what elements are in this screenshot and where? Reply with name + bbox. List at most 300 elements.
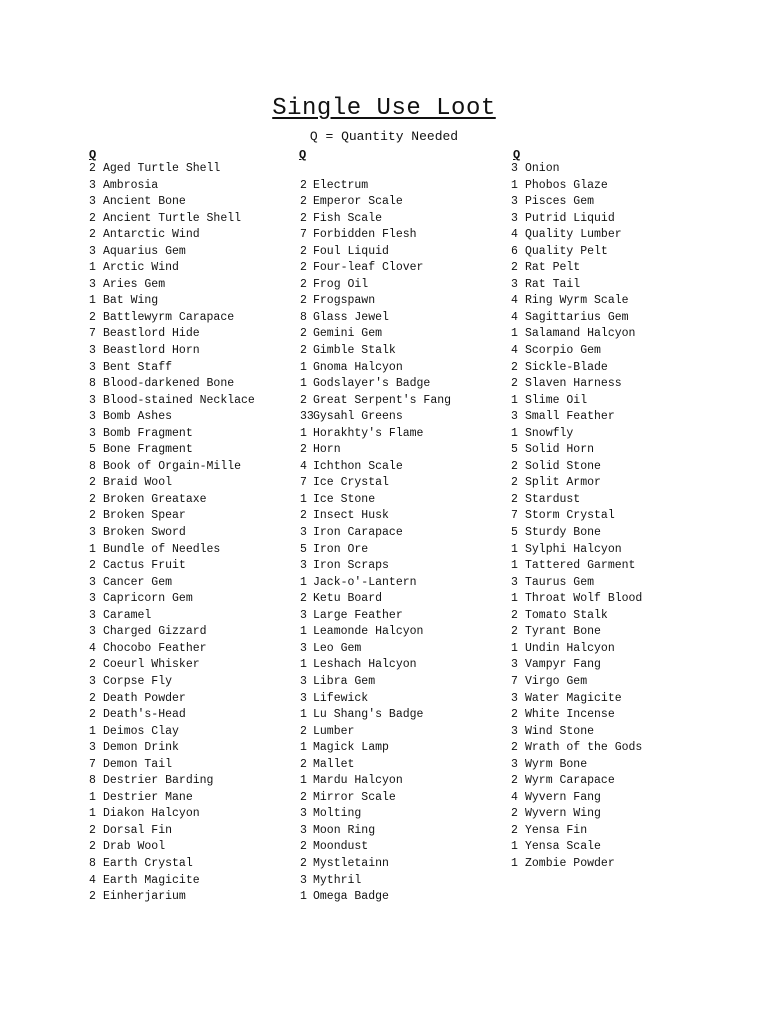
- loot-quantity: 1: [511, 592, 518, 606]
- loot-quantity: 1: [511, 542, 518, 556]
- loot-quantity: 2: [511, 708, 518, 722]
- loot-name: Slime Oil: [525, 393, 588, 407]
- loot-name: Snowfly: [525, 426, 574, 440]
- loot-quantity: 8: [89, 774, 96, 788]
- loot-item: [511, 260, 642, 277]
- loot-item: [89, 426, 255, 443]
- loot-quantity: 3: [300, 608, 307, 622]
- loot-quantity: 2: [89, 228, 96, 242]
- loot-name: Ketu Board: [313, 592, 383, 606]
- loot-item: [89, 442, 255, 459]
- loot-item: [511, 360, 642, 377]
- loot-quantity: 3: [89, 344, 96, 358]
- loot-item: [300, 740, 451, 757]
- loot-item: [89, 790, 255, 807]
- loot-item: [89, 376, 255, 393]
- loot-name: Ring Wyrm Scale: [525, 294, 629, 308]
- loot-item: [511, 806, 642, 823]
- loot-name: Corpse Fly: [103, 674, 173, 688]
- loot-name: Insect Husk: [313, 509, 389, 523]
- loot-item: [89, 608, 255, 625]
- column-header-left: Q: [89, 148, 97, 162]
- loot-item: [300, 641, 451, 658]
- loot-item: [511, 442, 642, 459]
- loot-quantity: 3: [511, 757, 518, 771]
- loot-item: [300, 608, 451, 625]
- loot-quantity: 5: [89, 443, 96, 457]
- loot-name: Onion: [525, 162, 560, 175]
- loot-quantity: 8: [89, 377, 96, 391]
- loot-quantity: 2: [300, 277, 307, 291]
- loot-item: [300, 873, 451, 890]
- loot-quantity: 7: [300, 228, 307, 242]
- loot-item: [300, 790, 451, 807]
- loot-quantity: 3: [89, 575, 96, 589]
- loot-item: [300, 724, 451, 741]
- loot-quantity: 7: [89, 327, 96, 341]
- loot-quantity: 1: [300, 708, 307, 722]
- loot-item: [89, 508, 255, 525]
- loot-name: Yensa Scale: [525, 840, 601, 854]
- loot-name: Taurus Gem: [525, 575, 595, 589]
- loot-quantity: 1: [300, 625, 307, 639]
- loot-name: Mystletainn: [313, 856, 389, 870]
- loot-name: Stardust: [525, 492, 581, 506]
- loot-item: [511, 773, 642, 790]
- loot-name: Demon Tail: [103, 757, 173, 771]
- loot-quantity: 2: [89, 658, 96, 672]
- loot-quantity: 3: [300, 873, 307, 887]
- loot-item: [89, 244, 255, 261]
- loot-name: Death's-Head: [103, 708, 186, 722]
- loot-item: [511, 558, 642, 575]
- loot-quantity: 2: [300, 294, 307, 308]
- loot-item: [300, 260, 451, 277]
- loot-item: [300, 839, 451, 856]
- loot-name: Capricorn Gem: [103, 592, 193, 606]
- loot-name: Rat Pelt: [525, 261, 581, 275]
- loot-quantity: 2: [89, 890, 96, 904]
- loot-quantity: 2: [89, 708, 96, 722]
- loot-quantity: 2: [511, 774, 518, 788]
- loot-name: Death Powder: [103, 691, 186, 705]
- loot-item: [89, 360, 255, 377]
- loot-quantity: 3: [89, 277, 96, 291]
- loot-quantity: 4: [511, 790, 518, 804]
- loot-item: [300, 475, 451, 492]
- loot-quantity: 33: [300, 410, 314, 424]
- loot-item: [300, 393, 451, 410]
- loot-name: Gemini Gem: [313, 327, 383, 341]
- loot-item: [89, 211, 255, 228]
- loot-quantity: 2: [511, 261, 518, 275]
- loot-item: [511, 459, 642, 476]
- loot-quantity: 1: [300, 575, 307, 589]
- loot-name: Book of Orgain-Mille: [103, 459, 242, 473]
- loot-name: White Incense: [525, 708, 615, 722]
- loot-quantity: 1: [511, 393, 518, 407]
- loot-item: [300, 178, 451, 195]
- loot-name: Ice Crystal: [313, 476, 389, 490]
- loot-name: Caramel: [103, 608, 152, 622]
- loot-name: Tyrant Bone: [525, 625, 601, 639]
- loot-item: [89, 178, 255, 195]
- loot-quantity: 2: [300, 327, 307, 341]
- loot-item: [300, 343, 451, 360]
- loot-name: Chocobo Feather: [103, 641, 207, 655]
- loot-quantity: 3: [89, 410, 96, 424]
- loot-name: Iron Scraps: [313, 559, 389, 573]
- loot-item: [300, 211, 451, 228]
- loot-item: [89, 856, 255, 873]
- loot-item: [511, 393, 642, 410]
- loot-name: Bat Wing: [103, 294, 159, 308]
- loot-item: [89, 707, 255, 724]
- loot-item: [511, 178, 642, 195]
- loot-quantity: 3: [89, 393, 96, 407]
- loot-item: [89, 227, 255, 244]
- loot-item: [511, 326, 642, 343]
- loot-quantity: 3: [511, 691, 518, 705]
- loot-quantity: 1: [89, 542, 96, 556]
- loot-name: Leshach Halcyon: [313, 658, 417, 672]
- loot-item: [89, 277, 255, 294]
- loot-name: Earth Crystal: [103, 856, 193, 870]
- loot-item: [511, 475, 642, 492]
- loot-name: Lifewick: [313, 691, 369, 705]
- loot-item: [89, 409, 255, 426]
- loot-name: Frogspawn: [313, 294, 376, 308]
- loot-quantity: 2: [89, 476, 96, 490]
- loot-name: Wrath of the Gods: [525, 741, 643, 755]
- loot-name: Gysahl Greens: [313, 410, 403, 424]
- loot-name: Sylphi Halcyon: [525, 542, 622, 556]
- loot-quantity: 1: [89, 294, 96, 308]
- loot-item: [89, 806, 255, 823]
- loot-quantity: 1: [511, 641, 518, 655]
- loot-name: Aquarius Gem: [103, 244, 186, 258]
- loot-quantity: 2: [300, 211, 307, 225]
- loot-item: [300, 310, 451, 327]
- loot-item: [511, 691, 642, 708]
- loot-name: Ancient Turtle Shell: [103, 211, 242, 225]
- loot-name: Ancient Bone: [103, 195, 186, 209]
- loot-name: Horn: [313, 443, 341, 457]
- loot-item: [300, 442, 451, 459]
- loot-quantity: 3: [89, 741, 96, 755]
- loot-item: [89, 591, 255, 608]
- loot-item: [89, 393, 255, 410]
- loot-quantity: 2: [89, 492, 96, 506]
- loot-item: [511, 757, 642, 774]
- loot-name: Virgo Gem: [525, 674, 588, 688]
- loot-name: Godslayer's Badge: [313, 377, 431, 391]
- loot-name: Water Magicite: [525, 691, 622, 705]
- loot-quantity: 2: [511, 741, 518, 755]
- loot-quantity: 1: [300, 890, 307, 904]
- loot-quantity: 2: [300, 443, 307, 457]
- loot-item: [511, 227, 642, 244]
- loot-quantity: 2: [300, 757, 307, 771]
- loot-item: [511, 343, 642, 360]
- loot-name: Broken Greataxe: [103, 492, 207, 506]
- loot-item: [300, 508, 451, 525]
- loot-quantity: 1: [89, 807, 96, 821]
- loot-name: Pisces Gem: [525, 195, 595, 209]
- loot-item: [300, 624, 451, 641]
- loot-quantity: 2: [511, 360, 518, 374]
- loot-name: Fish Scale: [313, 211, 383, 225]
- loot-item: [89, 542, 255, 559]
- loot-quantity: 7: [89, 757, 96, 771]
- loot-quantity: 4: [511, 228, 518, 242]
- loot-quantity: 3: [300, 641, 307, 655]
- loot-item: [511, 839, 642, 856]
- loot-name: Demon Drink: [103, 741, 179, 755]
- loot-quantity: 7: [511, 674, 518, 688]
- loot-name: Molting: [313, 807, 362, 821]
- loot-quantity: 4: [511, 310, 518, 324]
- loot-item: [89, 475, 255, 492]
- loot-item: [300, 823, 451, 840]
- loot-quantity: 2: [300, 393, 307, 407]
- loot-item: [89, 641, 255, 658]
- loot-quantity: 3: [89, 608, 96, 622]
- loot-item: [511, 856, 642, 873]
- loot-quantity: 2: [89, 559, 96, 573]
- loot-item: [300, 856, 451, 873]
- loot-quantity: 2: [300, 509, 307, 523]
- loot-quantity: 3: [511, 724, 518, 738]
- loot-item: [89, 492, 255, 509]
- loot-quantity: 1: [300, 492, 307, 506]
- loot-item: [89, 823, 255, 840]
- loot-quantity: 2: [511, 459, 518, 473]
- loot-item: [89, 310, 255, 327]
- loot-name: Mirror Scale: [313, 790, 396, 804]
- loot-name: Aged Turtle Shell: [103, 162, 221, 175]
- column-header-right: Q: [513, 148, 521, 162]
- loot-quantity: 1: [511, 559, 518, 573]
- loot-column-right: [511, 161, 642, 873]
- loot-quantity: 2: [511, 625, 518, 639]
- loot-item: [511, 244, 642, 261]
- loot-quantity: 3: [89, 426, 96, 440]
- loot-quantity: 4: [89, 873, 96, 887]
- loot-quantity: 3: [300, 807, 307, 821]
- loot-item: [89, 575, 255, 592]
- loot-name: Libra Gem: [313, 674, 376, 688]
- loot-item: [89, 459, 255, 476]
- loot-name: Sturdy Bone: [525, 526, 601, 540]
- loot-quantity: 3: [300, 823, 307, 837]
- loot-item: [511, 492, 642, 509]
- loot-name: Moon Ring: [313, 823, 376, 837]
- loot-quantity: 3: [89, 244, 96, 258]
- loot-quantity: 1: [89, 261, 96, 275]
- loot-quantity: 2: [89, 162, 96, 175]
- loot-item: [89, 161, 255, 178]
- loot-quantity: 3: [89, 195, 96, 209]
- loot-name: Beastlord Hide: [103, 327, 200, 341]
- loot-name: Drab Wool: [103, 840, 166, 854]
- loot-name: Lu Shang's Badge: [313, 708, 424, 722]
- loot-quantity: 1: [300, 774, 307, 788]
- loot-name: Iron Ore: [313, 542, 369, 556]
- loot-item: [300, 409, 451, 426]
- loot-quantity: 3: [300, 674, 307, 688]
- loot-quantity: 3: [511, 162, 518, 175]
- loot-quantity: 2: [300, 724, 307, 738]
- loot-quantity: 3: [89, 360, 96, 374]
- loot-quantity: 3: [89, 625, 96, 639]
- loot-quantity: 3: [89, 178, 96, 192]
- loot-item: [300, 227, 451, 244]
- loot-name: Mallet: [313, 757, 355, 771]
- loot-name: Broken Sword: [103, 526, 186, 540]
- loot-quantity: 2: [89, 823, 96, 837]
- loot-item: [300, 459, 451, 476]
- loot-quantity: 1: [300, 741, 307, 755]
- loot-quantity: 2: [300, 790, 307, 804]
- loot-item: [300, 889, 451, 906]
- loot-name: Omega Badge: [313, 890, 389, 904]
- loot-item: [511, 194, 642, 211]
- loot-item: [300, 757, 451, 774]
- loot-name: Emperor Scale: [313, 195, 403, 209]
- loot-item: [511, 624, 642, 641]
- loot-quantity: 2: [89, 211, 96, 225]
- loot-item: [300, 525, 451, 542]
- loot-name: Ichthon Scale: [313, 459, 403, 473]
- loot-name: Destrier Barding: [103, 774, 214, 788]
- loot-quantity: 1: [300, 360, 307, 374]
- loot-quantity: 3: [511, 277, 518, 291]
- loot-quantity: 8: [89, 856, 96, 870]
- loot-name: Wyrm Carapace: [525, 774, 615, 788]
- loot-column-middle: [300, 161, 451, 906]
- loot-item: [300, 244, 451, 261]
- subtitle: Q = Quantity Needed: [309, 129, 459, 144]
- loot-item: [89, 326, 255, 343]
- loot-quantity: 3: [511, 410, 518, 424]
- loot-name: Iron Carapace: [313, 526, 403, 540]
- loot-name: Foul Liquid: [313, 244, 389, 258]
- loot-name: Split Armor: [525, 476, 601, 490]
- loot-name: Gimble Stalk: [313, 344, 396, 358]
- loot-name: Antarctic Wind: [103, 228, 200, 242]
- loot-quantity: 8: [300, 310, 307, 324]
- loot-item: [89, 343, 255, 360]
- loot-item: [89, 691, 255, 708]
- loot-name: Forbidden Flesh: [313, 228, 417, 242]
- page-title: Single Use Loot: [272, 95, 496, 122]
- loot-item: [300, 293, 451, 310]
- loot-name: Undin Halcyon: [525, 641, 615, 655]
- loot-name: Braid Wool: [103, 476, 173, 490]
- loot-name: Zombie Powder: [525, 856, 615, 870]
- column-header-middle: Q: [299, 148, 307, 162]
- loot-name: Earth Magicite: [103, 873, 200, 887]
- loot-quantity: 4: [511, 294, 518, 308]
- loot-name: Mardu Halcyon: [313, 774, 403, 788]
- loot-item: [300, 657, 451, 674]
- loot-item: [89, 558, 255, 575]
- loot-name: Scorpio Gem: [525, 344, 601, 358]
- loot-quantity: 1: [511, 327, 518, 341]
- loot-name: Leamonde Halcyon: [313, 625, 424, 639]
- loot-name: Storm Crystal: [525, 509, 615, 523]
- loot-item: [89, 525, 255, 542]
- loot-item: [511, 376, 642, 393]
- loot-name: Glass Jewel: [313, 310, 389, 324]
- loot-name: Aries Gem: [103, 277, 166, 291]
- loot-item: [300, 707, 451, 724]
- loot-quantity: 3: [89, 592, 96, 606]
- loot-name: Solid Stone: [525, 459, 601, 473]
- loot-name: Yensa Fin: [525, 823, 588, 837]
- loot-item: [89, 889, 255, 906]
- loot-quantity: 7: [300, 476, 307, 490]
- loot-name: Lumber: [313, 724, 355, 738]
- loot-item: [300, 326, 451, 343]
- loot-name: Gnoma Halcyon: [313, 360, 403, 374]
- loot-quantity: 2: [511, 377, 518, 391]
- loot-name: Great Serpent's Fang: [313, 393, 452, 407]
- loot-quantity: 5: [300, 542, 307, 556]
- loot-item: [300, 691, 451, 708]
- loot-quantity: 1: [300, 658, 307, 672]
- loot-item: [300, 674, 451, 691]
- loot-name: Blood-darkened Bone: [103, 377, 235, 391]
- loot-quantity: 8: [89, 459, 96, 473]
- loot-name: Cactus Fruit: [103, 559, 186, 573]
- loot-quantity: 2: [89, 840, 96, 854]
- loot-item: [300, 492, 451, 509]
- loot-quantity: 2: [300, 592, 307, 606]
- loot-item: [300, 773, 451, 790]
- loot-item: [511, 575, 642, 592]
- loot-item: [511, 211, 642, 228]
- loot-item: [511, 790, 642, 807]
- loot-item: [511, 740, 642, 757]
- loot-name: Bomb Fragment: [103, 426, 193, 440]
- loot-name: Quality Pelt: [525, 244, 608, 258]
- loot-quantity: 3: [511, 211, 518, 225]
- loot-name: Jack-o'-Lantern: [313, 575, 417, 589]
- loot-item: [300, 277, 451, 294]
- loot-item: [89, 624, 255, 641]
- loot-quantity: 2: [511, 807, 518, 821]
- loot-name: Solid Horn: [525, 443, 595, 457]
- loot-quantity: 2: [300, 840, 307, 854]
- loot-name: Tattered Garment: [525, 559, 636, 573]
- loot-name: Cancer Gem: [103, 575, 173, 589]
- loot-quantity: 2: [89, 691, 96, 705]
- loot-item: [511, 161, 642, 178]
- loot-item: [89, 657, 255, 674]
- loot-name: Electrum: [313, 178, 369, 192]
- loot-item: [511, 674, 642, 691]
- loot-quantity: 2: [300, 261, 307, 275]
- loot-quantity: 3: [300, 559, 307, 573]
- loot-name: Tomato Stalk: [525, 608, 608, 622]
- loot-name: Bomb Ashes: [103, 410, 173, 424]
- loot-item: [300, 575, 451, 592]
- loot-name: Bone Fragment: [103, 443, 193, 457]
- loot-quantity: 1: [89, 724, 96, 738]
- loot-quantity: 2: [300, 244, 307, 258]
